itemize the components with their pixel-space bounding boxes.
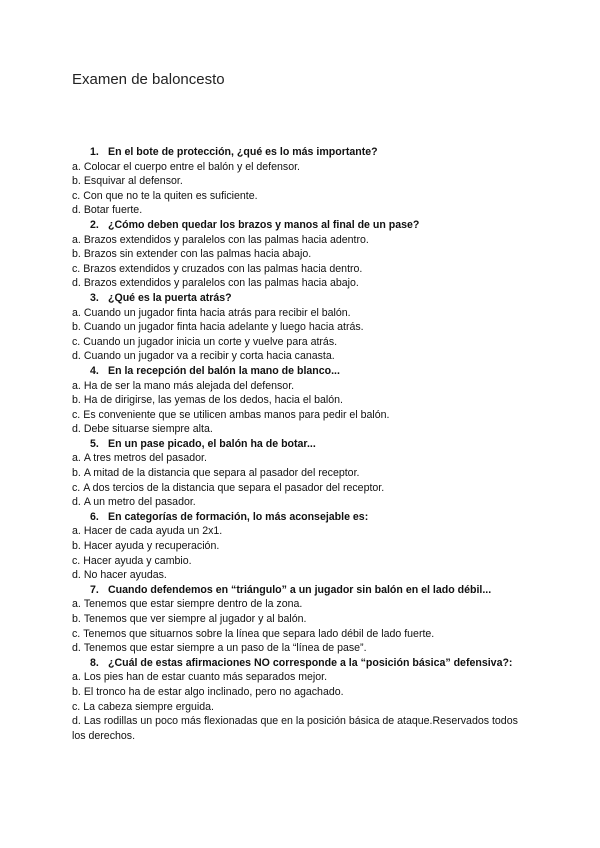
option-letter: d.: [72, 715, 81, 728]
answer-option: [72, 335, 532, 350]
option-text: Colocar el cuerpo entre el balón y el defensor.: [83, 160, 300, 173]
question-4: [72, 364, 532, 437]
question-number: 8.: [90, 656, 99, 669]
answer-option: [72, 276, 532, 291]
option-text: Brazos extendidos y paralelos con las palmas hacia abajo.: [83, 277, 359, 290]
option-letter: c.: [72, 262, 81, 275]
option-letter: a.: [72, 306, 81, 319]
option-letter: c.: [72, 408, 81, 421]
answer-option: [72, 481, 532, 496]
option-text: A mitad de la distancia que separa al pasador del receptor.: [83, 467, 360, 480]
answer-option: [72, 597, 532, 612]
answer-option: [72, 539, 532, 554]
option-text: Es conveniente que se utilicen ambas manos para pedir el balón.: [83, 408, 390, 421]
option-letter: d.: [72, 277, 81, 290]
answer-option: [72, 641, 532, 656]
option-letter: a.: [72, 160, 81, 173]
answer-option: [72, 670, 532, 685]
question-text: En la recepción del balón la mano de blanco...: [108, 364, 340, 377]
option-letter: b.: [72, 248, 81, 261]
answer-option: [72, 554, 532, 569]
option-letter: b.: [72, 613, 81, 625]
question-text: ¿Qué es la puerta atrás?: [108, 291, 232, 304]
option-letter: d.: [72, 423, 81, 436]
option-letter: a.: [72, 525, 81, 538]
question-6: [72, 510, 532, 583]
option-text: Los pies han de estar cuanto más separados mejor.: [83, 671, 328, 684]
option-letter: d.: [72, 569, 81, 582]
answer-option: [72, 203, 532, 218]
question-list: [72, 145, 532, 743]
option-letter: a.: [72, 452, 81, 465]
option-text: Cuando un jugador finta hacia atrás para recibir el balón.: [83, 306, 351, 319]
answer-option: [72, 422, 532, 437]
option-letter: d.: [72, 350, 81, 363]
option-text: La cabeza siempre erguida.: [83, 700, 214, 713]
answer-option: [72, 612, 532, 627]
answer-option: [72, 349, 532, 364]
question-text: En categorías de formación, lo más aconsejable es:: [108, 510, 369, 523]
option-letter: b.: [72, 175, 81, 188]
question-5: [72, 437, 532, 510]
question-8: [72, 656, 532, 744]
question-number: 4.: [90, 364, 99, 377]
answer-option: [72, 524, 532, 539]
option-letter: b.: [72, 685, 81, 698]
answer-option: [72, 685, 532, 700]
option-text: Ha de ser la mano más alejada del defensor.: [83, 379, 295, 392]
option-letter: b.: [72, 540, 81, 553]
option-letter: a.: [72, 379, 81, 392]
answer-option: [72, 627, 532, 642]
option-letter: b.: [72, 321, 81, 334]
question-heading: [72, 656, 532, 671]
option-text: A un metro del pasador.: [83, 496, 196, 509]
option-letter: b.: [72, 467, 81, 480]
question-number: 1.: [90, 146, 99, 158]
answer-option: [72, 320, 532, 335]
answer-option: [72, 160, 532, 175]
answer-option: [72, 306, 532, 321]
answer-option: [72, 393, 532, 408]
question-heading: [72, 583, 532, 598]
question-3: [72, 291, 532, 364]
answer-option: [72, 189, 532, 204]
answer-option: [72, 714, 532, 743]
answer-option: [72, 233, 532, 248]
answer-option: [72, 568, 532, 583]
option-text: Tenemos que situarnos sobre la línea que separa lado débil de lado fuerte.: [83, 627, 435, 640]
question-text: ¿Cómo deben quedar los brazos y manos al final de un pase?: [108, 218, 420, 231]
option-text: Tenemos que estar siempre a un paso de la “línea de pase”.: [83, 642, 367, 655]
answer-option: [72, 262, 532, 277]
option-text: Cuando un jugador finta hacia adelante y luego hacia atrás.: [83, 321, 364, 334]
option-text: Debe situarse siempre alta.: [83, 423, 213, 436]
option-text: A tres metros del pasador.: [83, 452, 207, 465]
question-1: [72, 145, 532, 218]
question-text: En el bote de protección, ¿qué es lo más importante?: [108, 146, 378, 158]
answer-option: [72, 700, 532, 715]
option-letter: c.: [72, 189, 81, 202]
option-text: Hacer de cada ayuda un 2x1.: [83, 525, 223, 538]
question-heading: [72, 364, 532, 379]
option-text: Ha de dirigirse, las yemas de los dedos, hacia el balón.: [83, 394, 343, 407]
option-letter: c.: [72, 554, 81, 567]
option-letter: a.: [72, 598, 81, 611]
answer-option: [72, 466, 532, 481]
answer-option: [72, 247, 532, 262]
document-title: Examen de baloncesto: [72, 71, 225, 88]
question-text: ¿Cuál de estas afirmaciones NO corresponde a la “posición básica” defensiva?:: [108, 656, 513, 669]
option-text: Tenemos que estar siempre dentro de la zona.: [83, 598, 303, 611]
option-text: Hacer ayuda y cambio.: [83, 554, 192, 567]
option-letter: c.: [72, 700, 81, 713]
option-text: Esquivar al defensor.: [83, 175, 183, 188]
option-text: Brazos extendidos y paralelos con las palmas hacia adentro.: [83, 233, 369, 246]
option-text: Cuando un jugador va a recibir y corta hacia canasta.: [83, 350, 335, 363]
option-text: Hacer ayuda y recuperación.: [83, 540, 220, 553]
answer-option: [72, 451, 532, 466]
option-text: Botar fuerte.: [83, 204, 143, 217]
option-text: No hacer ayudas.: [83, 569, 167, 582]
option-letter: d.: [72, 204, 81, 217]
option-text: Brazos extendidos y cruzados con las palmas hacia dentro.: [83, 262, 363, 275]
option-text: El tronco ha de estar algo inclinado, pero no agachado.: [83, 685, 344, 698]
question-number: 7.: [90, 583, 99, 596]
option-letter: c.: [72, 335, 81, 348]
option-letter: c.: [72, 481, 81, 494]
option-text: Con que no te la quiten es suficiente.: [83, 189, 258, 202]
option-letter: d.: [72, 496, 81, 509]
question-heading: [72, 510, 532, 525]
answer-option: [72, 495, 532, 510]
question-number: 3.: [90, 291, 99, 304]
option-text: Cuando un jugador inicia un corte y vuelve para atrás.: [83, 335, 338, 348]
question-heading: [72, 218, 532, 233]
question-number: 2.: [90, 218, 99, 231]
option-text: Brazos sin extender con las palmas hacia abajo.: [83, 248, 312, 261]
answer-option: [72, 174, 532, 189]
option-text: A dos tercios de la distancia que separa el pasador del receptor.: [83, 481, 385, 494]
question-text: Cuando defendemos en “triángulo” a un jugador sin balón en el lado débil...: [108, 583, 492, 596]
answer-option: [72, 379, 532, 394]
question-2: [72, 218, 532, 291]
question-heading: [72, 145, 532, 160]
question-number: 5.: [90, 437, 99, 450]
question-text: En un pase picado, el balón ha de botar...: [108, 437, 316, 450]
question-heading: [72, 437, 532, 452]
option-letter: a.: [72, 671, 81, 684]
question-heading: [72, 291, 532, 306]
answer-option: [72, 408, 532, 423]
option-letter: c.: [72, 627, 81, 640]
question-number: 6.: [90, 510, 99, 523]
question-7: [72, 583, 532, 656]
option-letter: d.: [72, 642, 81, 655]
option-text: Las rodillas un poco más flexionadas que en la posición básica de ataque.Reservados todos los derechos.: [72, 715, 518, 742]
option-letter: b.: [72, 394, 81, 407]
option-letter: a.: [72, 233, 81, 246]
option-text: Tenemos que ver siempre al jugador y al balón.: [83, 613, 307, 625]
